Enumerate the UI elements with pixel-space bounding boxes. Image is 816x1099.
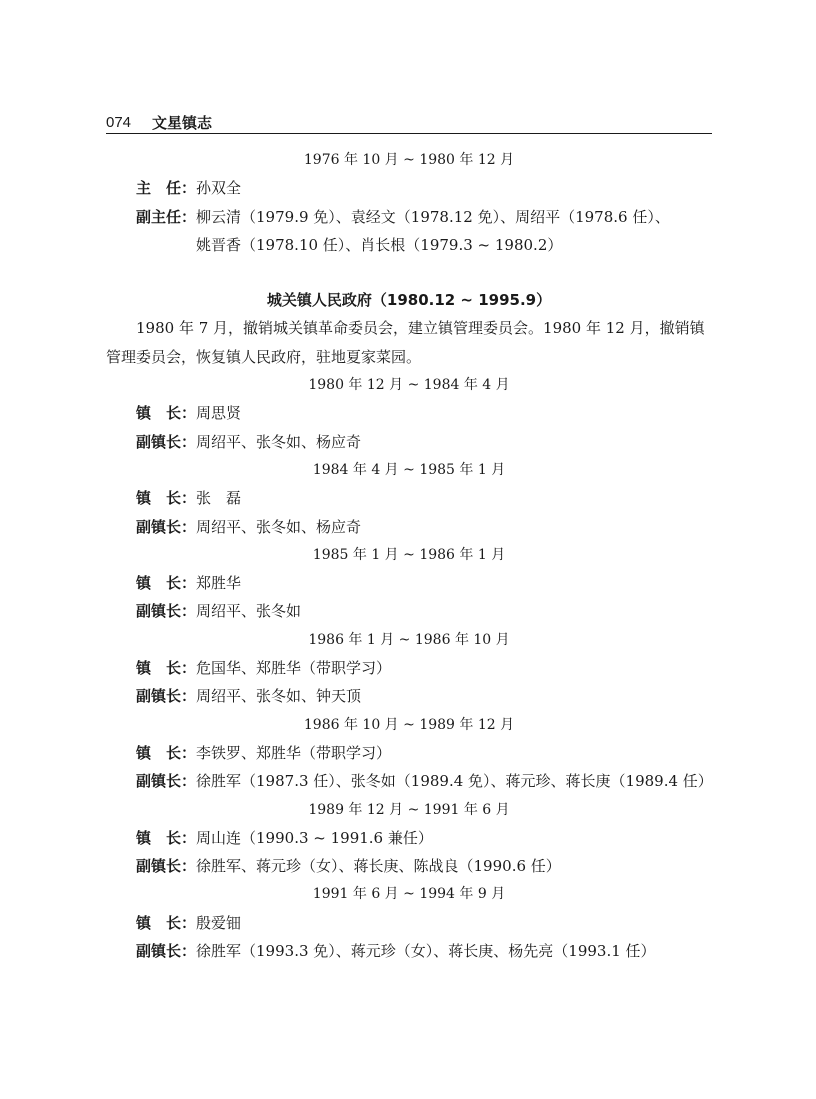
- mayor-line: [106, 824, 712, 852]
- vice-mayor-label: 副镇长：: [136, 942, 197, 961]
- vice-mayor-line: [106, 767, 712, 795]
- mayor-label: 镇 长：: [136, 574, 197, 593]
- mayor-label: 镇 长：: [136, 659, 197, 678]
- mayor-names: 郑胜华: [196, 574, 242, 593]
- page-content: [106, 146, 712, 965]
- deputy-director-continuation: 姚晋香（1978.10 任）、肖长根（1979.3 ~ 1980.2）: [196, 235, 563, 254]
- book-title: 文星镇志: [152, 114, 213, 132]
- vice-mayor-label: 副镇长：: [136, 857, 197, 876]
- mayor-label: 镇 长：: [136, 489, 197, 508]
- mayor-names: 周思贤: [196, 404, 242, 423]
- mayor-label: 镇 长：: [136, 828, 197, 847]
- vice-mayor-line: [106, 597, 712, 625]
- vice-mayor-label: 副镇长：: [136, 432, 197, 451]
- vice-mayor-label: 副镇长：: [136, 772, 197, 791]
- mayor-line: [106, 654, 712, 682]
- vice-mayor-names: 徐胜军、蒋元珍（女）、蒋长庚、陈战良（1990.6 任）: [196, 857, 561, 876]
- vice-mayor-names: 徐胜军（1993.3 免）、蒋元珍（女）、蒋长庚、杨先亮（1993.1 任）: [196, 942, 656, 961]
- period-heading: 1984 年 4 月 ~ 1985 年 1 月: [312, 461, 506, 478]
- period-heading: 1976 年 10 月 ~ 1980 年 12 月: [303, 152, 515, 168]
- vice-mayor-line: [106, 513, 712, 541]
- vice-mayor-line: [106, 428, 712, 456]
- deputy-director-names: 柳云清（1979.9 免）、袁经文（1978.12 免）、周绍平（1978.6 任）、: [196, 207, 670, 226]
- mayor-names: 危国华、郑胜华（带职学习）: [196, 659, 392, 678]
- mayor-line: [106, 909, 712, 937]
- vice-mayor-names: 周绍平、张冬如: [196, 602, 302, 621]
- mayor-names: 李铁罗、郑胜华（带职学习）: [196, 743, 392, 762]
- mayor-names: 殷爱钿: [196, 913, 242, 932]
- mayor-names: 周山连（1990.3 ~ 1991.6 兼任）: [196, 828, 433, 847]
- period-heading: 1986 年 1 月 ~ 1986 年 10 月: [308, 631, 510, 648]
- vice-mayor-names: 徐胜军（1987.3 任）、张冬如（1989.4 免）、蒋元珍、蒋长庚（1989.4 任）: [196, 772, 713, 791]
- deputy-director-line: [106, 203, 712, 231]
- vice-mayor-label: 副镇长：: [136, 602, 197, 621]
- mayor-line: [106, 399, 712, 427]
- mayor-line: [106, 484, 712, 512]
- mayor-line: [106, 739, 712, 767]
- page-header: [106, 112, 712, 134]
- vice-mayor-names: 周绍平、张冬如、杨应奇: [196, 432, 362, 451]
- mayor-names: 张 磊: [196, 489, 242, 508]
- director-names: 孙双全: [196, 179, 242, 198]
- mayor-label: 镇 长：: [136, 913, 197, 932]
- page-number: 074: [106, 114, 132, 131]
- period-heading: 1985 年 1 月 ~ 1986 年 1 月: [312, 546, 506, 563]
- mayor-label: 镇 长：: [136, 743, 197, 762]
- period-heading: 1986 年 10 月 ~ 1989 年 12 月: [303, 716, 515, 733]
- mayor-line: [106, 569, 712, 597]
- director-line: [106, 174, 712, 202]
- vice-mayor-label: 副镇长：: [136, 517, 197, 536]
- deputy-director-label: 副主任：: [136, 207, 197, 226]
- vice-mayor-line: [106, 937, 712, 965]
- period-heading: 1980 年 12 月 ~ 1984 年 4 月: [308, 377, 510, 394]
- director-label: 主 任：: [136, 179, 197, 198]
- term-list: [106, 371, 712, 965]
- paragraph-line: 管理委员会，恢复镇人民政府，驻地夏家菜园。: [106, 347, 422, 366]
- vice-mayor-line: [106, 852, 712, 880]
- vice-mayor-names: 周绍平、张冬如、钟天顶: [196, 687, 362, 706]
- section-gap: [106, 259, 712, 286]
- vice-mayor-names: 周绍平、张冬如、杨应奇: [196, 517, 362, 536]
- period-heading: 1989 年 12 月 ~ 1991 年 6 月: [308, 801, 510, 818]
- header-rule: [106, 133, 712, 134]
- paragraph-line: 1980 年 7 月，撤销城关镇革命委员会，建立镇管理委员会。1980 年 12 月，撤销镇: [136, 319, 705, 338]
- mayor-label: 镇 长：: [136, 404, 197, 423]
- vice-mayor-line: [106, 682, 712, 710]
- section-title: 城关镇人民政府（1980.12 ~ 1995.9）: [266, 291, 552, 310]
- period-heading: 1991 年 6 月 ~ 1994 年 9 月: [312, 886, 506, 903]
- vice-mayor-label: 副镇长：: [136, 687, 197, 706]
